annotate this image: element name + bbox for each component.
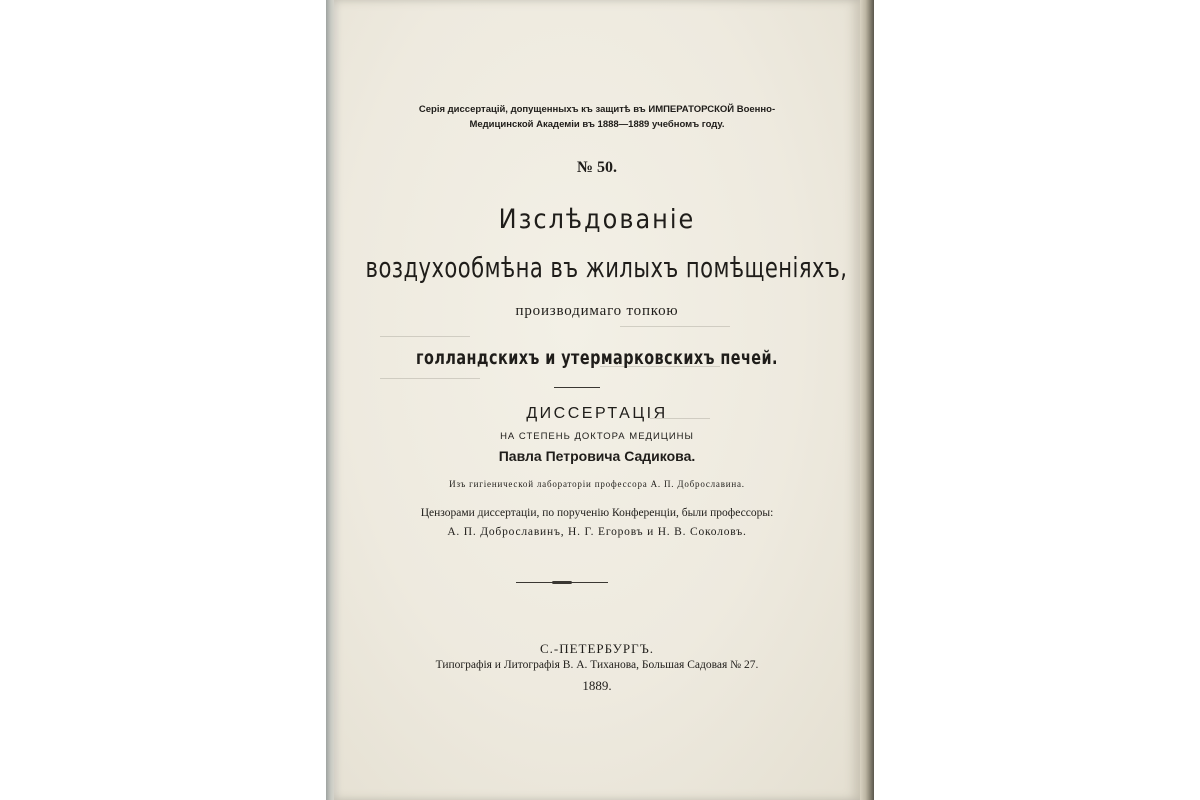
bleed-through-mark [380, 336, 470, 337]
imprint-printer: Типографія и Литографія В. А. Тиханова, Большая Садовая № 27. [435, 659, 759, 671]
imprint-city: С.-ПЕТЕРБУРГЪ. [539, 641, 655, 656]
laboratory-line: Изъ гигіенической лабораторіи профессора А. П. Доброславина. [449, 479, 745, 489]
title-line-2: воздухообмѣна въ жилыхъ помѣщеніяхъ, [365, 251, 848, 285]
title-line-4: голландскихъ и утермарковскихъ печей. [416, 346, 778, 369]
author-name: Павла Петровича Садикова. [498, 448, 696, 464]
censors-line-2: А. П. Доброславинъ, Н. Г. Егоровъ и Н. В. Соколовъ. [447, 526, 747, 538]
bleed-through-mark [380, 378, 480, 379]
bleed-through-mark [620, 326, 730, 327]
series-line-1: Серія диссертацій, допущенныхъ къ защитѣ въ ИМПЕРАТОРСКОЙ Военно- [418, 104, 776, 115]
imprint-year: 1889. [582, 678, 612, 693]
ornament-rule [516, 582, 608, 583]
censors-line-1: Цензорами диссертаціи, по порученію Конференціи, были профессоры: [420, 507, 774, 519]
page-edge [860, 0, 874, 800]
issue-number: № 50. [576, 159, 618, 176]
title-line-3: производимаго топкою [515, 303, 679, 319]
divider-rule [554, 387, 600, 388]
degree-line: НА СТЕПЕНЬ ДОКТОРА МЕДИЦИНЫ [500, 431, 694, 442]
title-line-1: Изслѣдованіе [498, 203, 696, 235]
series-line-2: Медицинской Академіи въ 1888—1889 учебномъ году. [469, 119, 725, 130]
series-note [334, 102, 860, 132]
dissertation-heading: ДИССЕРТАЦІЯ [526, 405, 668, 422]
